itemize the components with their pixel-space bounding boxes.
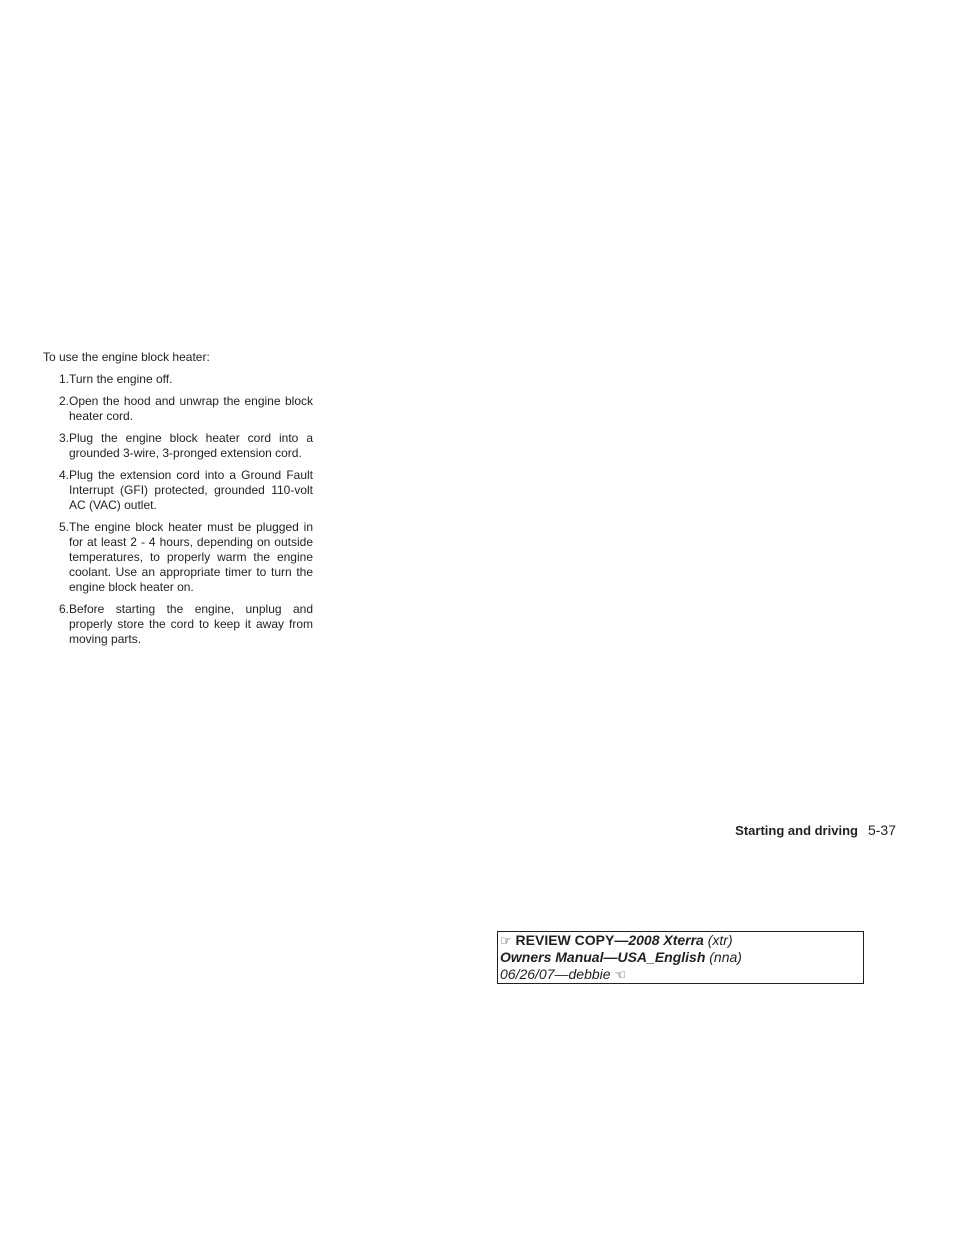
list-item: [43, 468, 313, 513]
stamp-manual-code: (nna): [709, 949, 742, 965]
hand-pointing-right-icon: ☞: [500, 933, 512, 948]
steps-list: [43, 372, 313, 647]
list-item: [43, 431, 313, 461]
step-text: Before starting the engine, unplug and properly store the cord to keep it away from moving parts.: [69, 602, 313, 646]
step-text: Plug the extension cord into a Ground Fault Interrupt (GFI) protected, grounded 110-volt AC (VAC) outlet.: [69, 468, 313, 512]
section-title: Starting and driving: [735, 823, 858, 838]
review-copy-stamp: [497, 931, 864, 984]
stamp-date-author: 06/26/07—debbie: [500, 966, 611, 982]
stamp-model: 2008 Xterra: [628, 932, 704, 948]
step-number: 5.: [58, 520, 69, 534]
page-footer: [735, 822, 896, 838]
stamp-manual: Owners Manual—USA_English: [500, 949, 706, 965]
stamp-line-1: [500, 932, 863, 949]
hand-pointing-left-icon: ☜: [614, 967, 627, 982]
step-text: Open the hood and unwrap the engine block heater cord.: [69, 394, 313, 423]
step-text: The engine block heater must be plugged in for at least 2 - 4 hours, depending on outside temperatures, to properly warm the engine coolant. Use an appropriate timer to turn the engine block heater on.: [69, 520, 313, 594]
step-number: 4.: [58, 468, 69, 482]
stamp-label: REVIEW COPY—: [515, 932, 629, 948]
instructions-column: [43, 350, 313, 654]
list-item: [43, 372, 313, 387]
stamp-line-2: [500, 949, 863, 966]
intro-text: To use the engine block heater:: [43, 350, 210, 364]
step-number: 3.: [58, 431, 69, 445]
step-number: 2.: [58, 394, 69, 408]
step-number: 6.: [58, 602, 69, 616]
step-number: 1.: [58, 372, 69, 386]
step-text: Plug the engine block heater cord into a grounded 3-wire, 3-pronged extension cord.: [69, 431, 313, 460]
stamp-line-3: [500, 966, 863, 983]
step-text: Turn the engine off.: [69, 372, 173, 386]
list-item: [43, 394, 313, 424]
list-item: [43, 602, 313, 647]
page-number: 5-37: [867, 822, 896, 838]
list-item: [43, 520, 313, 595]
stamp-model-code: (xtr): [707, 932, 733, 948]
